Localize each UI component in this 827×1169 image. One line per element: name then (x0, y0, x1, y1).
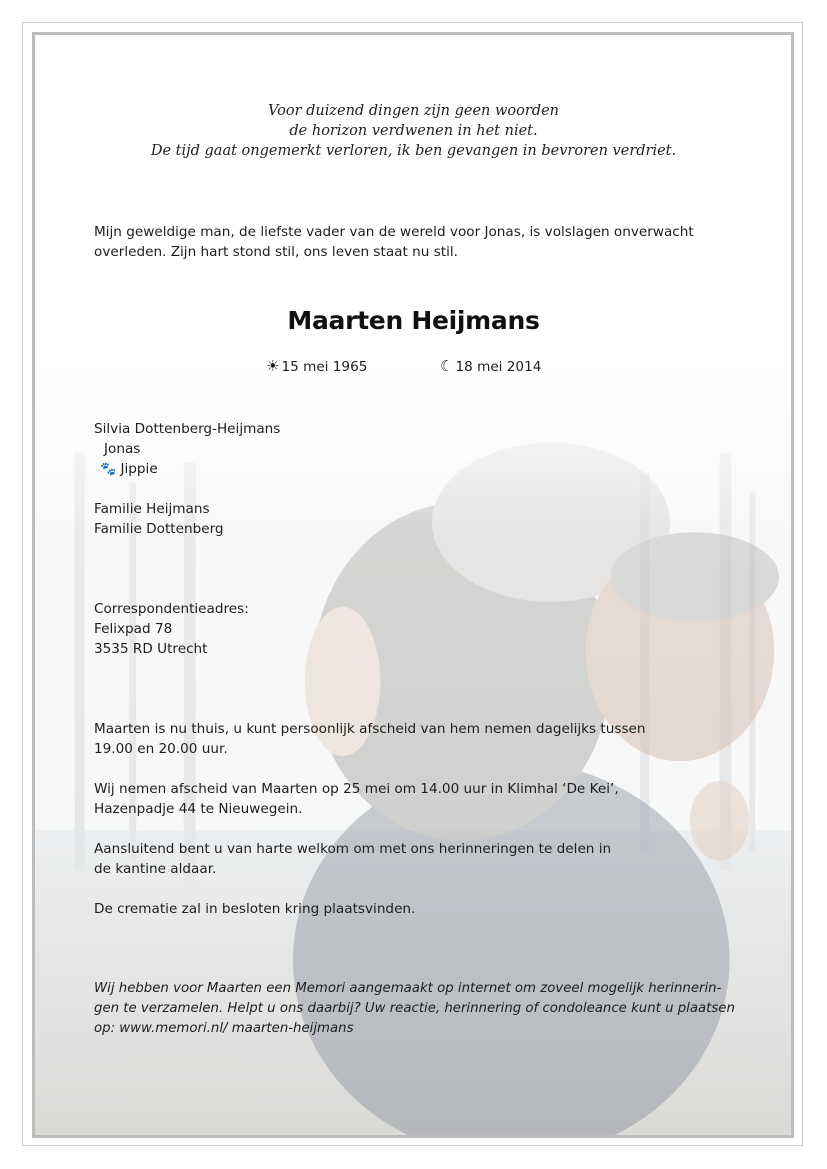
gathering-line: de kantine aldaar. (94, 861, 217, 877)
memori-line: gen te verzamelen. Helpt u ons daarbij? Uw reactie, herinnering of condoleance kunt u plaatsen (94, 1001, 735, 1016)
intro-text (94, 222, 694, 262)
address-street: Felixpad 78 (94, 621, 173, 637)
deceased-name: Maarten Heijmans (287, 306, 540, 335)
memori-line: Wij hebben voor Maarten een Memori aangemaakt op internet om zoveel mogelijk herinnerin- (94, 981, 722, 996)
farewell-line: Hazenpadje 44 te Nieuwegein. (94, 801, 303, 817)
family-name: Familie Heijmans (94, 501, 210, 517)
memori-text (94, 979, 735, 1039)
visit-text (94, 719, 646, 759)
spouse-name: Silvia Dottenberg-Heijmans (94, 421, 281, 437)
poem (0, 101, 827, 161)
death-date-text: 18 mei 2014 (455, 359, 542, 375)
visit-line: Maarten is nu thuis, u kunt persoonlijk afscheid van hem nemen dagelijks tussen (94, 721, 646, 737)
paw-icon: 🐾 (100, 462, 117, 477)
visit-line: 19.00 en 20.00 uur. (94, 741, 228, 757)
memori-link[interactable]: op: www.memori.nl/ maarten-heijmans (94, 1021, 354, 1036)
moon-icon: ☾ (440, 357, 454, 375)
gathering-text (94, 839, 611, 879)
poem-line: De tijd gaat ongemerkt verloren, ik ben gevangen in bevroren verdriet. (150, 143, 677, 159)
address-city: 3535 RD Utrecht (94, 641, 208, 657)
pet-line (94, 459, 280, 480)
family-list (94, 419, 280, 480)
family-name: Familie Dottenberg (94, 521, 224, 537)
sun-icon: ☀ (266, 357, 280, 375)
cremation-text: De crematie zal in besloten kring plaatsvinden. (94, 901, 416, 917)
death-date (440, 356, 541, 377)
intro-line: Mijn geweldige man, de liefste vader van de wereld voor Jonas, is volslagen onverwacht (94, 224, 694, 240)
family-names (94, 499, 224, 539)
intro-line: overleden. Zijn hart stond stil, ons leven staat nu stil. (94, 244, 458, 260)
farewell-text (94, 779, 619, 819)
gathering-line: Aansluitend bent u van harte welkom om met ons herinneringen te delen in (94, 841, 612, 857)
correspondence-address (94, 599, 249, 659)
birth-date-text: 15 mei 1965 (281, 359, 368, 375)
poem-line: Voor duizend dingen zijn geen woorden (267, 103, 560, 119)
pet-name: Jippie (120, 461, 158, 477)
poem-line: de horizon verdwenen in het niet. (289, 123, 538, 139)
farewell-line: Wij nemen afscheid van Maarten op 25 mei om 14.00 uur in Klimhal ‘De Kei’, (94, 781, 619, 797)
child-name: Jonas (104, 441, 141, 457)
address-label: Correspondentieadres: (94, 601, 249, 617)
birth-date (266, 356, 367, 377)
